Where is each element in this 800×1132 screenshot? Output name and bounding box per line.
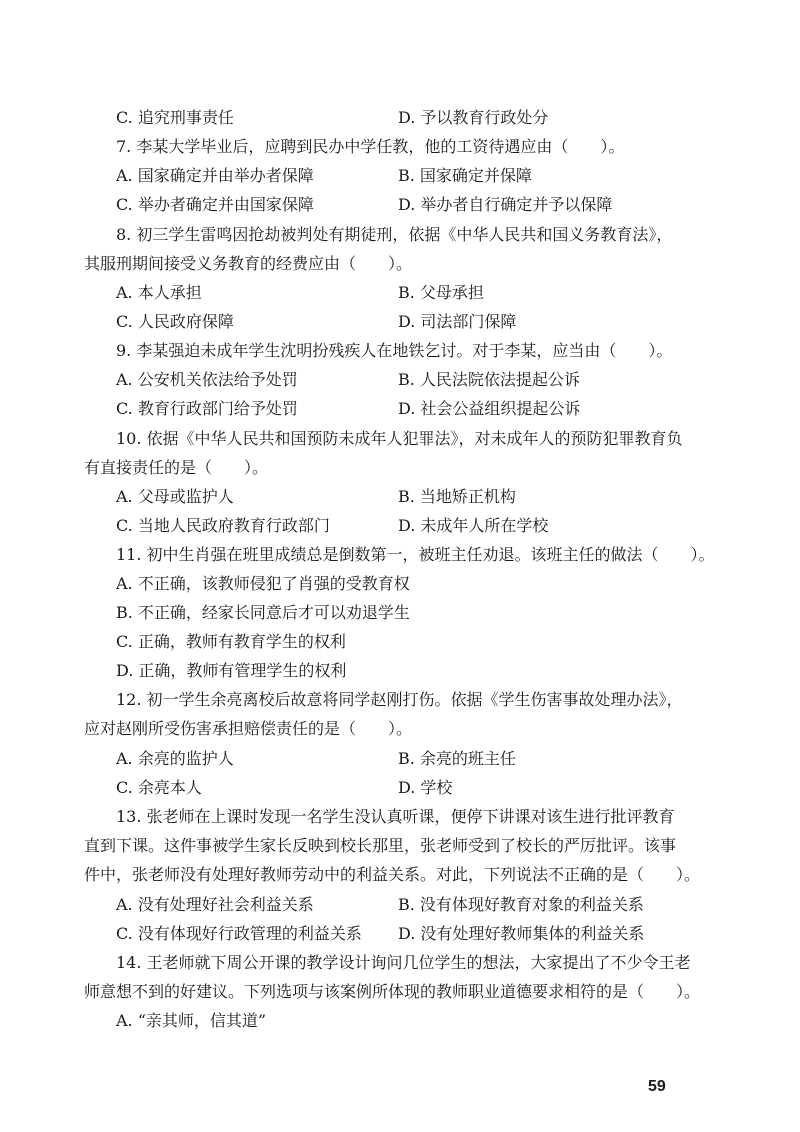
q8-option-d: D. 司法部门保障: [398, 312, 517, 331]
q7-stem: 7. 李某大学毕业后，应聘到民办中学任教，他的工资待遇应由（ ）。: [116, 137, 625, 156]
q12-option-d: D. 学校: [398, 778, 453, 797]
q13-option-b: B. 没有体现好教育对象的利益关系: [398, 895, 644, 914]
q12-option-a: A. 余亮的监护人: [116, 749, 234, 768]
q7-option-d: D. 举办者自行确定并予以保障: [398, 195, 613, 214]
q9-option-b: B. 人民法院依法提起公诉: [398, 370, 580, 389]
q13-stem-line1: 13. 张老师在上课时发现一名学生没认真听课，便停下讲课对该生进行批评教育: [116, 807, 675, 826]
q14-stem-line2: 师意想不到的好建议。下列选项与该案例所体现的教师职业道德要求相符的是（ ）。: [84, 982, 701, 1001]
q11-option-c: C. 正确，教师有教育学生的权利: [116, 632, 346, 651]
q7-option-a: A. 国家确定并由举办者保障: [116, 166, 314, 185]
q11-option-a: A. 不正确，该教师侵犯了肖强的受教育权: [116, 574, 410, 593]
q8-option-b: B. 父母承担: [398, 283, 484, 302]
q13-stem-line3: 件中，张老师没有处理好教师劳动中的利益关系。对此，下列说法不正确的是（ ）。: [84, 865, 701, 884]
q10-option-b: B. 当地矫正机构: [398, 487, 516, 506]
q13-option-c: C. 没有体现好行政管理的利益关系: [116, 924, 362, 943]
q8-option-a: A. 本人承担: [116, 283, 202, 302]
q9-option-c: C. 教育行政部门给予处罚: [116, 399, 298, 418]
q11-option-d: D. 正确，教师有管理学生的权利: [116, 661, 347, 680]
q6-option-c: C. 追究刑事责任: [116, 108, 234, 127]
q11-stem: 11. 初中生肖强在班里成绩总是倒数第一，被班主任劝退。该班主任的做法（ ）。: [116, 545, 715, 564]
q14-option-a: A. “亲其师，信其道”: [116, 1011, 267, 1030]
q12-option-c: C. 余亮本人: [116, 778, 202, 797]
q10-option-c: C. 当地人民政府教育行政部门: [116, 516, 330, 535]
q10-option-d: D. 未成年人所在学校: [398, 516, 549, 535]
q11-option-b: B. 不正确，经家长同意后才可以劝退学生: [116, 603, 410, 622]
q7-option-b: B. 国家确定并保障: [398, 166, 532, 185]
q9-option-a: A. 公安机关依法给予处罚: [116, 370, 298, 389]
q8-stem-line1: 8. 初三学生雷鸣因抢劫被判处有期徒刑，依据《中华人民共和国义务教育法》，: [116, 225, 673, 244]
q13-option-a: A. 没有处理好社会利益关系: [116, 895, 314, 914]
q10-stem-line1: 10. 依据《中华人民共和国预防未成年人犯罪法》，对未成年人的预防犯罪教育负: [116, 429, 683, 448]
q10-stem-line2: 有直接责任的是（ ）。: [84, 458, 269, 477]
q6-option-d: D. 予以教育行政处分: [398, 108, 549, 127]
q12-stem-line2: 应对赵刚所受伤害承担赔偿责任的是（ ）。: [84, 719, 413, 738]
q9-option-d: D. 社会公益组织提起公诉: [398, 399, 581, 418]
q8-stem-line2: 其服刑期间接受义务教育的经费应由（ ）。: [84, 254, 413, 273]
q13-stem-line2: 直到下课。这件事被学生家长反映到校长那里，张老师受到了校长的严厉批评。该事: [84, 836, 677, 855]
page-number: 59: [648, 1078, 666, 1095]
q12-stem-line1: 12. 初一学生余亮离校后故意将同学赵刚打伤。依据《学生伤害事故处理办法》，: [116, 690, 683, 709]
q9-stem: 9. 李某强迫未成年学生沈明扮残疾人在地铁乞讨。对于李某，应当由（ ）。: [116, 341, 673, 360]
q13-option-d: D. 没有处理好教师集体的利益关系: [398, 924, 645, 943]
q10-option-a: A. 父母或监护人: [116, 487, 234, 506]
q8-option-c: C. 人民政府保障: [116, 312, 234, 331]
q12-option-b: B. 余亮的班主任: [398, 749, 516, 768]
q7-option-c: C. 举办者确定并由国家保障: [116, 195, 314, 214]
q14-stem-line1: 14. 王老师就下周公开课的教学设计询问几位学生的想法，大家提出了不少令王老: [116, 953, 691, 972]
